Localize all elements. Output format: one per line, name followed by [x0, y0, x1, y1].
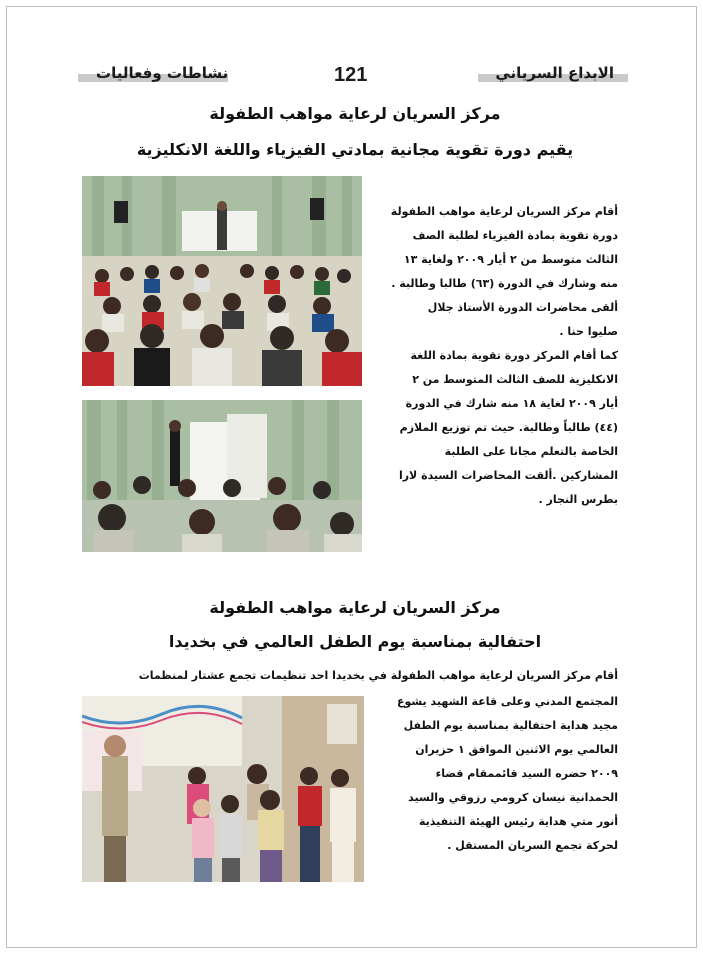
article2-line: المجتمع المدني وعلى قاعة الشهيد يشوع: [396, 695, 618, 708]
article1-line: الخاصة بالتعلم مجانا على الطلبة: [444, 445, 618, 458]
article1-subtitle: يقيم دورة تقوية مجانية بمادتي الفيزياء واللغة الانكليزية: [136, 140, 574, 159]
article2-subtitle: احتفالية بمناسبة يوم الطفل العالمي في بخديدا: [168, 632, 542, 651]
article2-line: الحمدانية نيسان كرومي رزوقي والسيد: [408, 791, 618, 804]
english-class-photo: [82, 400, 362, 552]
article1-line: كما أقام المركز دورة تقوية بمادة اللغة: [410, 349, 618, 362]
article1-line: ألقى محاضرات الدورة الأستاذ جلال: [427, 301, 618, 314]
article2-line: لحركة تجمع السريان المستقل .: [447, 839, 618, 852]
article1-line: الثالث متوسط من ٢ أيار ٢٠٠٩ ولغاية ١٣: [403, 253, 618, 266]
article1-line: بطرس النجار .: [538, 493, 618, 506]
classroom-photo: [82, 176, 362, 386]
page-number: 121: [334, 64, 368, 86]
article2-line: أنور متي هداية رئيس الهيئة التنفيذية: [418, 815, 618, 828]
article2-title: مركز السريان لرعاية مواهب الطفولة: [209, 598, 501, 617]
article1-line: دورة تقوية بمادة الفيزياء لطلبة الصف: [412, 229, 618, 242]
article1-line: المشاركين .ألقت المحاضرات السيدة لارا: [398, 469, 618, 482]
article1-line: الانكليزية للصف الثالث المتوسط من ٢: [412, 373, 618, 386]
article1-line: أقام مركز السريان لرعاية مواهب الطفولة: [390, 205, 618, 218]
article2-line: العالمي يوم الاثنين الموافق ١ حزيران: [415, 743, 618, 756]
page-header: [78, 66, 628, 88]
article1-body: [370, 200, 618, 512]
article1-line: أيار ٢٠٠٩ لغاية ١٨ منه شارك في الدورة: [405, 397, 618, 410]
childrens-day-photo: [82, 696, 364, 882]
article1-title: مركز السريان لرعاية مواهب الطفولة: [209, 104, 501, 123]
article2-body: [372, 690, 618, 858]
article1-line: منه وشارك في الدورة (٦٣) طالبا وطالبة .: [391, 277, 618, 290]
section-label: نشاطات وفعاليات: [96, 64, 229, 82]
article2-line: ٢٠٠٩ حضره السيد قائممقام قضاء: [435, 767, 618, 780]
magazine-name: الابداع السرياني: [495, 64, 614, 82]
article2-line: مجيد هداية احتفالية بمناسبة يوم الطفل: [403, 719, 618, 732]
article1-line: (٤٤) طالباً وطالبة. حيث تم توزيع الملازم: [399, 421, 618, 434]
article2-lead-line: أقام مركز السريان لرعاية مواهب الطفولة في بخديدا احد تنظيمات تجمع عشتار لمنظمات: [138, 669, 618, 682]
article1-line: صليوا حنا .: [559, 325, 618, 338]
